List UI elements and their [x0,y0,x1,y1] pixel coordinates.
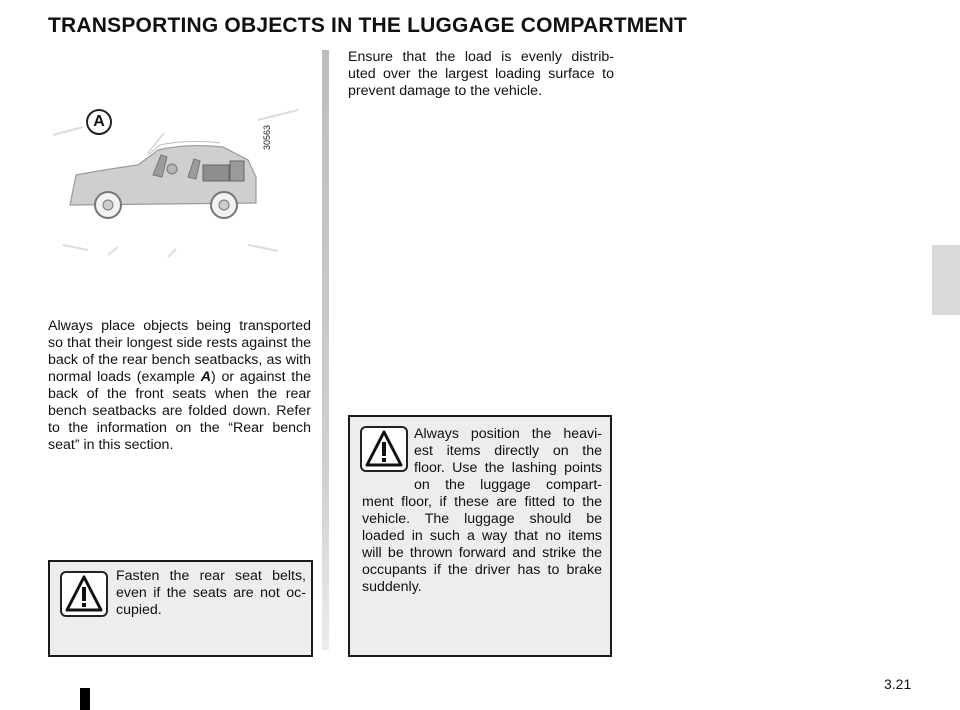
left-paragraph-part-1: Always place objects being transported so that their longest side rests against the back of the rear bench seatbacks, as with normal loads (example [48,318,311,385]
seat-belt-warning-box [48,560,313,657]
warning-line: est items directly on the [414,443,602,459]
warning-triangle-icon [60,571,108,617]
warning-line: even if the seats are not oc- [116,585,306,601]
figure-code: 30563 [262,124,272,150]
warning-line: occupants if the driver has to brake [362,562,602,578]
page-title: TRANSPORTING OBJECTS IN THE LUGGAGE COMPARTMENT [48,14,688,37]
warning-line: Fasten the rear seat belts, [116,568,306,584]
right-paragraph-line: prevent damage to the vehicle. [348,83,543,99]
right-paragraph-line: uted over the largest loading surface to [348,66,614,82]
warning-line: floor. Use the lashing points [414,460,602,476]
seat-belt-warning-text [116,568,306,619]
heavy-items-warning-text [362,426,602,596]
warning-line: suddenly. [362,579,422,595]
warning-line: loaded in such a way that no items [362,528,602,544]
left-paragraph [48,318,311,454]
page-corner-mark [80,688,90,710]
warning-line: ment floor, if these are fitted to the [362,494,602,510]
warning-line: vehicle. The luggage should be [362,511,602,527]
warning-line: on the luggage compart- [414,477,602,493]
right-paragraph [348,49,614,100]
right-paragraph-line: Ensure that the load is evenly distrib- [348,49,614,65]
page-number: 3.21 [884,676,912,692]
warning-line: will be thrown forward and strike the [362,545,602,561]
figure-label: A [86,109,112,135]
heavy-items-warning-box [348,415,612,657]
warning-line: cupied. [116,602,162,618]
column-divider [322,50,329,650]
left-paragraph-part-2: ) or against the back of the front seats when the rear bench seatbacks are folded down. Refer to the information on the “Rear bench seat” in this section. [48,369,311,453]
warning-line: Always position the heavi- [414,426,602,442]
example-letter: A [200,369,212,385]
section-tab [932,245,960,315]
luggage-box [203,165,229,181]
